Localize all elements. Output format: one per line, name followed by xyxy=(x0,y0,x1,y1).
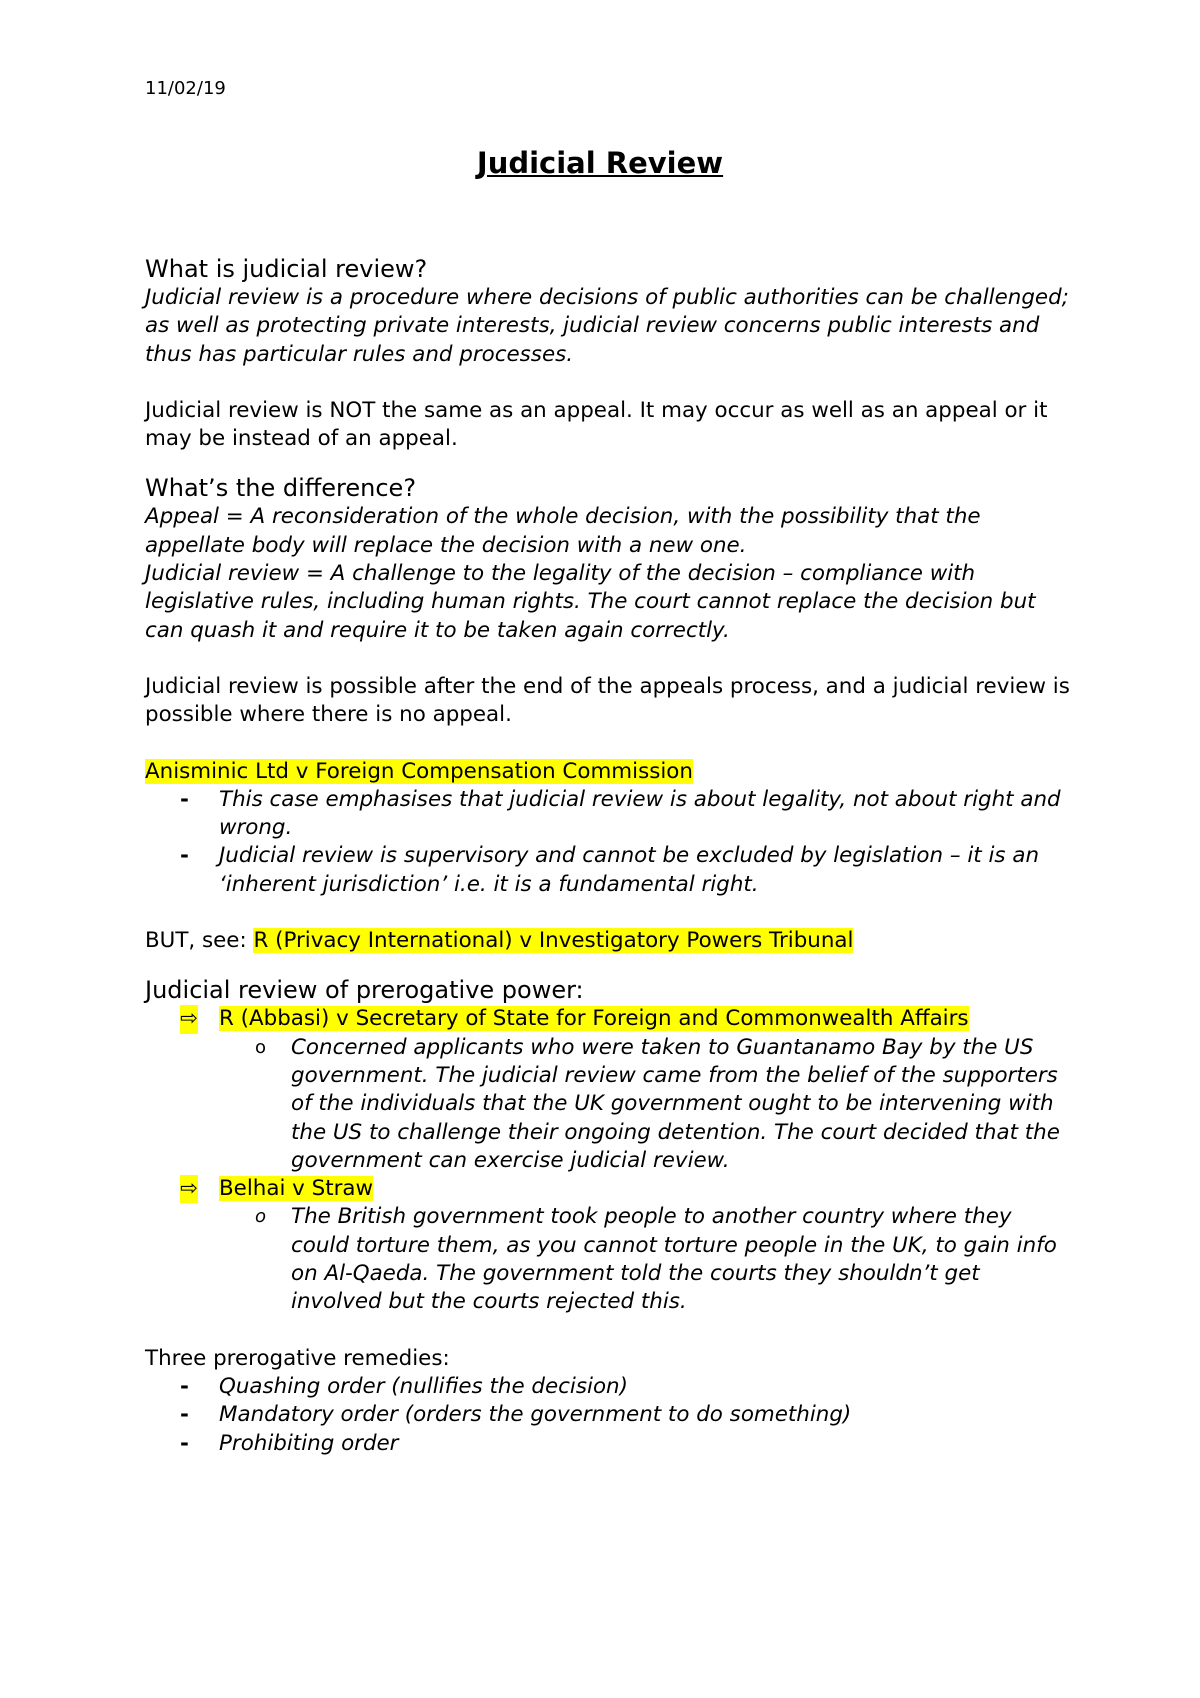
but-see-prefix: BUT, see: xyxy=(145,928,247,954)
dash-bullet: - xyxy=(180,786,189,812)
document-title: Judicial Review xyxy=(476,146,724,180)
document-date: 11/02/19 xyxy=(145,78,226,99)
dash-bullet: - xyxy=(180,1373,189,1399)
list-item: o The British government took people to another country where they could torture them, as you cannot torture people in the UK, to gain info on Al-Qaeda. The government told the courts they shouldn’t get involved but the courts rejected this. xyxy=(255,1204,1057,1315)
appeal-definition: Appeal = A reconsideration of the whole decision, with the possibility that the appellate body will replace the decision with a new one. xyxy=(145,504,981,558)
dash-bullet: - xyxy=(180,1402,189,1428)
list-item: - Quashing order (nullifies the decision) xyxy=(145,1373,1075,1401)
but-see-line xyxy=(145,927,1075,955)
case-belhai: Belhai v Straw xyxy=(219,1176,374,1202)
remedies-heading: Three prerogative remedies: xyxy=(145,1345,450,1371)
section-heading-difference: What’s the difference? xyxy=(145,474,417,503)
jr-definition: Judicial review is a procedure where decisions of public authorities can be challenged; as well as protecting private interests, judicial review concerns public interests and thus has particular rules and processes. xyxy=(145,285,1069,367)
list-item: - Prohibiting order xyxy=(145,1430,1075,1458)
case-abbasi: R (Abbasi) v Secretary of State for Foreign and Commonwealth Affairs xyxy=(219,1006,969,1032)
jr-legality-definition: Judicial review = A challenge to the legality of the decision – compliance with legislative rules, including human rights. The court cannot replace the decision but can quash it and require it to be taken again correctly. xyxy=(145,561,1036,643)
circle-bullet: o xyxy=(255,1036,267,1058)
dash-bullet: - xyxy=(180,1430,189,1456)
circle-bullet: o xyxy=(255,1206,267,1228)
prerogative-cases xyxy=(145,1005,1075,1316)
dash-bullet: - xyxy=(180,843,189,869)
list-item: - This case emphasises that judicial review is about legality, not about right and wrong. xyxy=(180,786,1061,841)
section-heading-what-is: What is judicial review? xyxy=(145,255,428,283)
list-item: o Concerned applicants who were taken to Guantanamo Bay by the US government. The judicial review came from the belief of the supporters of the individuals that the UK government ought to be intervening with the US to challenge their ongoing detention. The court decided that the government can exercise judicial review. xyxy=(255,1034,1060,1173)
jr-possible-note: Judicial review is possible after the end of the appeals process, and a judicial review is possible where there is no appeal. xyxy=(145,673,1070,728)
list-item xyxy=(145,1005,1075,1175)
case-anisminic-highlight: Anisminic Ltd v Foreign Compensation Commission xyxy=(145,758,693,784)
jr-not-appeal-note: Judicial review is NOT the same as an appeal. It may occur as well as an appeal or it may be instead of an appeal. xyxy=(145,397,1048,452)
arrow-bullet: ⇨ xyxy=(180,1005,198,1033)
section-heading-prerogative: Judicial review of prerogative power: xyxy=(145,976,584,1005)
case-privacy-international: R (Privacy International) v Investigatory Powers Tribunal xyxy=(253,928,854,954)
list-item: - Judicial review is supervisory and cannot be excluded by legislation – it is an ‘inherent jurisdiction’ i.e. it is a fundamental right. xyxy=(180,843,1039,897)
list-item xyxy=(145,1175,1075,1316)
list-item: - Mandatory order (orders the government to do something) xyxy=(145,1401,1075,1429)
remedies-list xyxy=(145,1373,1075,1458)
arrow-bullet: ⇨ xyxy=(180,1175,198,1203)
case-anisminic xyxy=(145,758,1075,786)
document-body xyxy=(145,254,1075,1458)
anisminic-points xyxy=(145,786,1075,899)
